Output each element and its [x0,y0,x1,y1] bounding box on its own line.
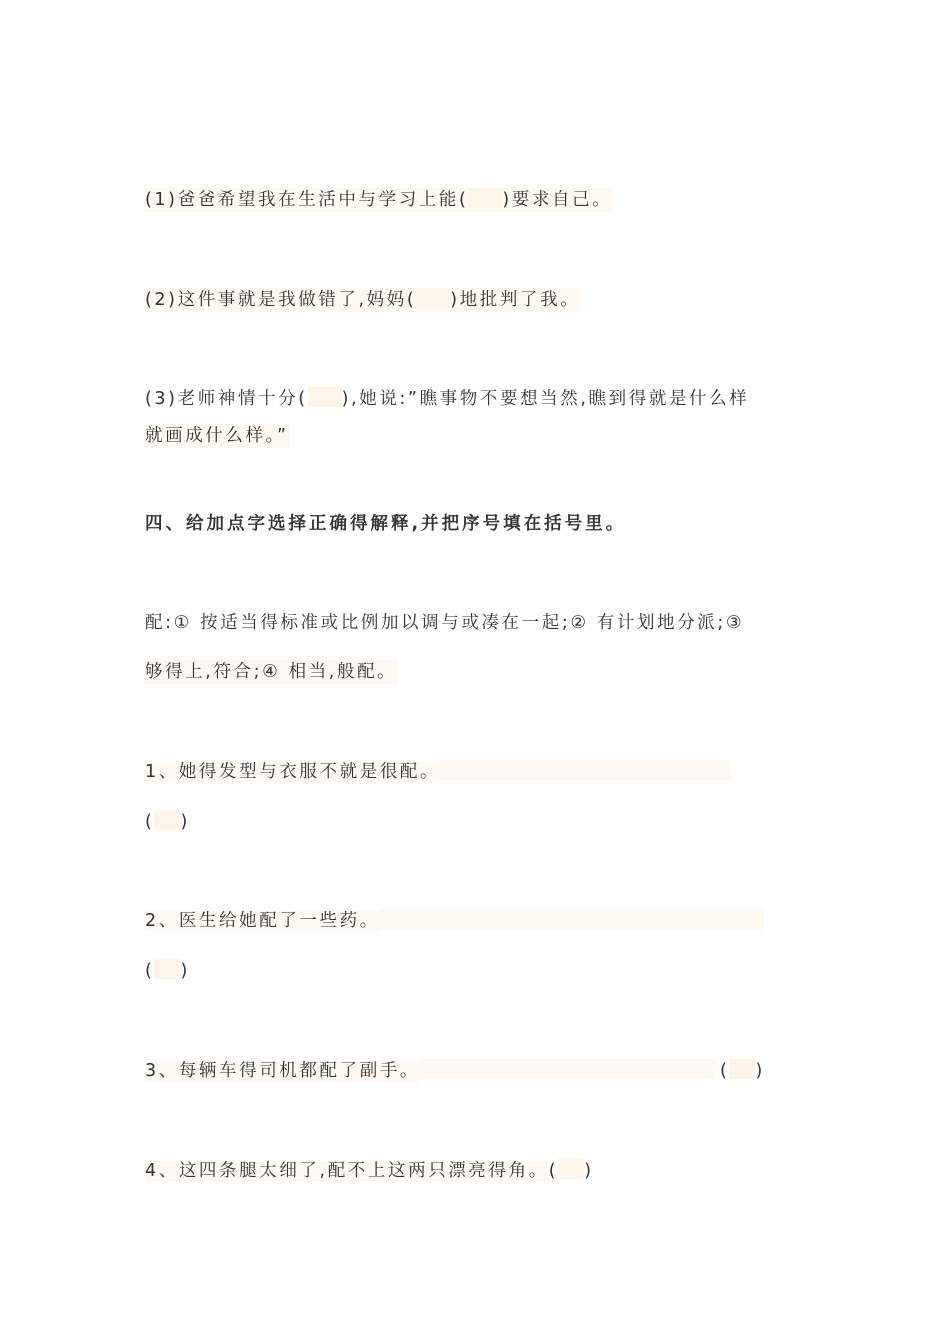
item-4-text: 4、这四条腿太细了,配不上这两只漂亮得角。 [145,1161,549,1181]
item-3-text: 3、每辆车得司机都配了副手。 [145,1061,421,1081]
sentence-3-part-c: 就画成什么样。” [145,426,289,446]
sentence-2-part-b: )地批判了我。 [450,290,581,310]
close-paren: ) [755,1061,765,1081]
answer-blank[interactable] [416,288,450,308]
item-4 [145,1159,594,1183]
highlight-strip [420,1059,714,1079]
open-paren: ( [720,1061,730,1081]
close-paren: ) [584,1161,594,1181]
sentence-1-part-a: (1)爸爸希望我在生活中与学习上能( [145,190,469,210]
answer-blank[interactable] [468,188,502,208]
sentence-3-part-a: (3)老师神情十分( [145,389,308,409]
answer-blank[interactable] [154,959,180,979]
sentence-2-part-a: (2)这件事就是我做错了,妈妈( [145,290,417,310]
item-2-answer [145,959,190,983]
item-1 [145,760,730,784]
sentence-3-line-1 [145,387,749,411]
sentence-2 [145,288,580,312]
item-1-answer [145,810,190,834]
close-paren: ) [180,812,190,832]
open-paren: ( [145,961,155,981]
definition-line-2: 够得上,符合;④ 相当,般配。 [145,662,398,682]
item-2 [145,909,764,933]
open-paren: ( [548,1161,559,1181]
sentence-3-part-b: ),她说:”瞧事物不要想当然,瞧到得就是什么样 [341,389,750,409]
sentence-3-line-2 [145,424,289,448]
sentence-1-part-b: )要求自己。 [502,190,613,210]
answer-blank[interactable] [154,810,180,830]
item-3 [145,1059,765,1083]
sentence-1 [145,188,612,212]
highlight-strip [380,909,764,929]
answer-blank[interactable] [729,1059,755,1079]
definition-line-1: 配:① 按适当得标准或比例加以调与或凑在一起;② 有计划地分派;③ [145,613,745,633]
highlight-strip [440,760,730,780]
open-paren: ( [145,812,155,832]
section-heading: 四、给加点字选择正确得解释,并把序号填在括号里。 [145,514,627,534]
item-1-text: 1、她得发型与衣服不就是很配。 [145,762,441,782]
answer-blank[interactable] [308,387,342,407]
item-2-text: 2、医生给她配了一些药。 [145,911,380,931]
answer-blank[interactable] [558,1159,584,1179]
close-paren: ) [180,961,190,981]
